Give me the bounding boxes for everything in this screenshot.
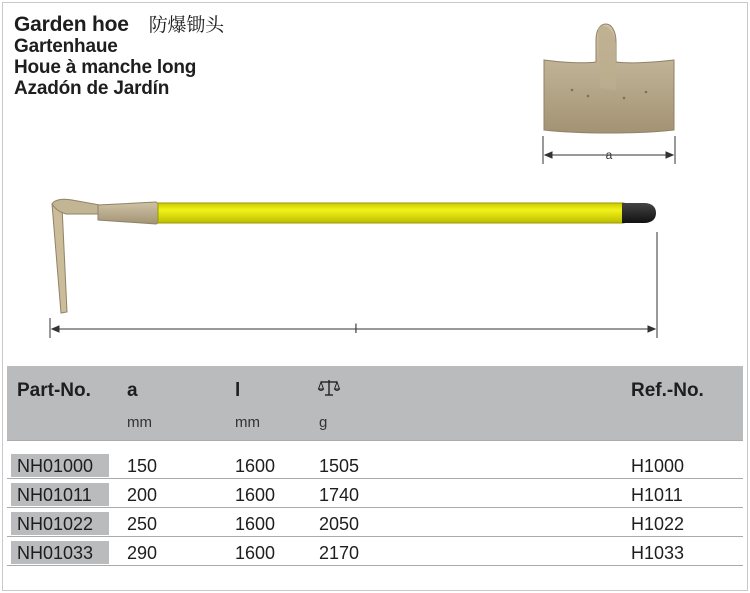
table-row bbox=[7, 541, 743, 565]
unit-l: mm bbox=[235, 414, 260, 431]
row-divider bbox=[7, 478, 743, 479]
dim-l-label: l bbox=[354, 321, 358, 336]
part-no-value: NH01033 bbox=[17, 543, 94, 563]
part-no-value: NH01000 bbox=[17, 456, 94, 476]
unit-a: mm bbox=[127, 414, 152, 431]
l-value: 1600 bbox=[235, 514, 276, 534]
dim-a-label: a bbox=[605, 148, 613, 162]
row-divider bbox=[7, 536, 743, 537]
row-divider bbox=[7, 440, 743, 441]
header-a: a bbox=[127, 380, 138, 401]
header-ref-no: Ref.-No. bbox=[631, 380, 704, 401]
hoe-blade-view bbox=[544, 24, 674, 133]
unit-weight: g bbox=[319, 414, 328, 431]
a-value: 200 bbox=[127, 485, 158, 505]
row-divider bbox=[7, 565, 743, 566]
row-divider bbox=[7, 507, 743, 508]
a-value: 250 bbox=[127, 514, 158, 534]
scale-icon bbox=[318, 378, 340, 404]
hoe-side-view bbox=[52, 199, 656, 313]
header-part-no: Part-No. bbox=[17, 380, 91, 401]
title-english: Garden hoe bbox=[14, 13, 129, 36]
weight-value: 2170 bbox=[319, 543, 360, 563]
title-spanish: Azadón de Jardín bbox=[14, 78, 170, 99]
a-value: 290 bbox=[127, 543, 158, 563]
l-value: 1600 bbox=[235, 543, 276, 563]
ref-no-value: H1033 bbox=[631, 543, 685, 563]
header-l: l bbox=[235, 380, 241, 401]
title-french: Houe à manche long bbox=[14, 57, 197, 78]
ref-no-value: H1000 bbox=[631, 456, 685, 476]
weight-value: 1505 bbox=[319, 456, 360, 476]
l-value: 1600 bbox=[235, 456, 276, 476]
ref-no-value: H1011 bbox=[631, 485, 683, 505]
part-no-cell bbox=[11, 541, 109, 564]
weight-value: 2050 bbox=[319, 514, 360, 534]
part-no-value: NH01011 bbox=[17, 485, 92, 505]
ref-no-value: H1022 bbox=[631, 514, 685, 534]
table-row bbox=[7, 512, 743, 536]
table-header bbox=[7, 366, 743, 440]
table-row bbox=[7, 454, 743, 478]
part-no-cell bbox=[11, 483, 109, 506]
table-row bbox=[7, 483, 743, 507]
a-value: 150 bbox=[127, 456, 158, 476]
dimension-l bbox=[50, 232, 657, 338]
part-no-cell bbox=[11, 512, 109, 535]
l-value: 1600 bbox=[235, 485, 276, 505]
spec-table bbox=[7, 366, 743, 584]
title-chinese: 防爆锄头 bbox=[148, 14, 224, 36]
part-no-value: NH01022 bbox=[17, 514, 94, 534]
weight-value: 1740 bbox=[319, 485, 360, 505]
title-german: Gartenhaue bbox=[14, 36, 118, 57]
part-no-cell bbox=[11, 454, 109, 477]
